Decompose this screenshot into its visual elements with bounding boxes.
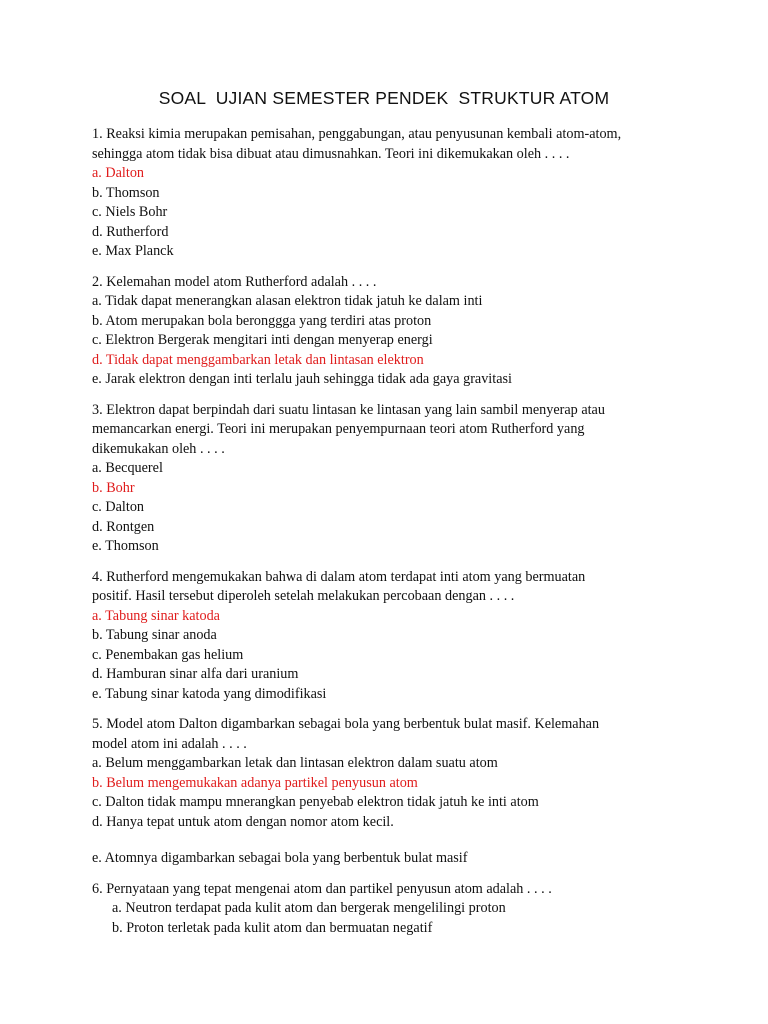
option: a. Tidak dapat menerangkan alasan elektron tidak jatuh ke dalam inti <box>92 293 483 309</box>
option: d. Rutherford <box>92 223 169 240</box>
question-2 <box>92 273 692 390</box>
option: a. Neutron terdapat pada kulit atom dan bergerak mengelilingi proton <box>112 900 506 916</box>
option: e. Atomnya digambarkan sebagai bola yang berbentuk bulat masif <box>92 850 468 866</box>
question-stem-line: 6. Pernyataan yang tepat mengenai atom dan partikel penyusun atom adalah . . . . <box>92 880 552 897</box>
option: b. Proton terletak pada kulit atom dan bermuatan negatif <box>112 919 433 936</box>
question-5 <box>92 715 692 869</box>
answer-option: a. Dalton <box>92 165 145 181</box>
option: c. Penembakan gas helium <box>92 646 244 663</box>
option: c. Elektron Bergerak mengitari inti dengan menyerap energi <box>92 332 433 348</box>
question-stem-line: 1. Reaksi kimia merupakan pemisahan, penggabungan, atau penyusunan kembali atom-atom, <box>92 126 622 142</box>
question-6 <box>92 880 692 939</box>
question-stem-line: sehingga atom tidak bisa dibuat atau dimusnahkan. Teori ini dikemukakan oleh . . . . <box>92 145 570 162</box>
question-4 <box>92 568 692 705</box>
option: a. Belum menggambarkan letak dan lintasan elektron dalam suatu atom <box>92 755 498 771</box>
option: e. Thomson <box>92 538 159 554</box>
option: c. Dalton <box>92 499 145 515</box>
answer-option: a. Tabung sinar katoda <box>92 607 220 624</box>
option: b. Thomson <box>92 184 160 201</box>
question-stem-line: 4. Rutherford mengemukakan bahwa di dalam atom terdapat inti atom yang bermuatan <box>92 568 586 585</box>
question-3 <box>92 401 692 557</box>
option: e. Tabung sinar katoda yang dimodifikasi <box>92 685 327 702</box>
answer-option: b. Belum mengemukakan adanya partikel penyusun atom <box>92 774 418 791</box>
option: e. Jarak elektron dengan inti terlalu jauh sehingga tidak ada gaya gravitasi <box>92 371 512 387</box>
option: c. Dalton tidak mampu mnerangkan penyebab elektron tidak jatuh ke inti atom <box>92 794 539 810</box>
answer-option: b. Bohr <box>92 479 135 496</box>
option: b. Tabung sinar anoda <box>92 627 217 643</box>
question-list <box>92 125 692 938</box>
option: c. Niels Bohr <box>92 204 168 220</box>
option: d. Rontgen <box>92 518 155 535</box>
question-stem-line: 3. Elektron dapat berpindah dari suatu lintasan ke lintasan yang lain sambil menyerap atau <box>92 401 605 418</box>
question-stem-line: 2. Kelemahan model atom Rutherford adalah . . . . <box>92 273 377 290</box>
option: d. Hamburan sinar alfa dari uranium <box>92 666 299 682</box>
document-title: SOAL UJIAN SEMESTER PENDEK STRUKTUR ATOM <box>158 88 610 108</box>
question-stem-line: 5. Model atom Dalton digambarkan sebagai bola yang berbentuk bulat masif. Kelemahan <box>92 716 600 732</box>
option: a. Becquerel <box>92 460 163 476</box>
answer-option: d. Tidak dapat menggambarkan letak dan lintasan elektron <box>92 351 424 368</box>
option: e. Max Planck <box>92 243 174 259</box>
question-stem-line: dikemukakan oleh . . . . <box>92 440 225 457</box>
question-stem-line: positif. Hasil tersebut diperoleh setelah melakukan percobaan dengan . . . . <box>92 588 515 604</box>
question-stem-line: model atom ini adalah . . . . <box>92 735 247 752</box>
question-1 <box>92 125 692 262</box>
option: d. Hanya tepat untuk atom dengan nomor atom kecil. <box>92 813 394 830</box>
option: b. Atom merupakan bola beronggga yang terdiri atas proton <box>92 312 432 329</box>
question-stem-line: memancarkan energi. Teori ini merupakan penyempurnaan teori atom Rutherford yang <box>92 421 585 437</box>
